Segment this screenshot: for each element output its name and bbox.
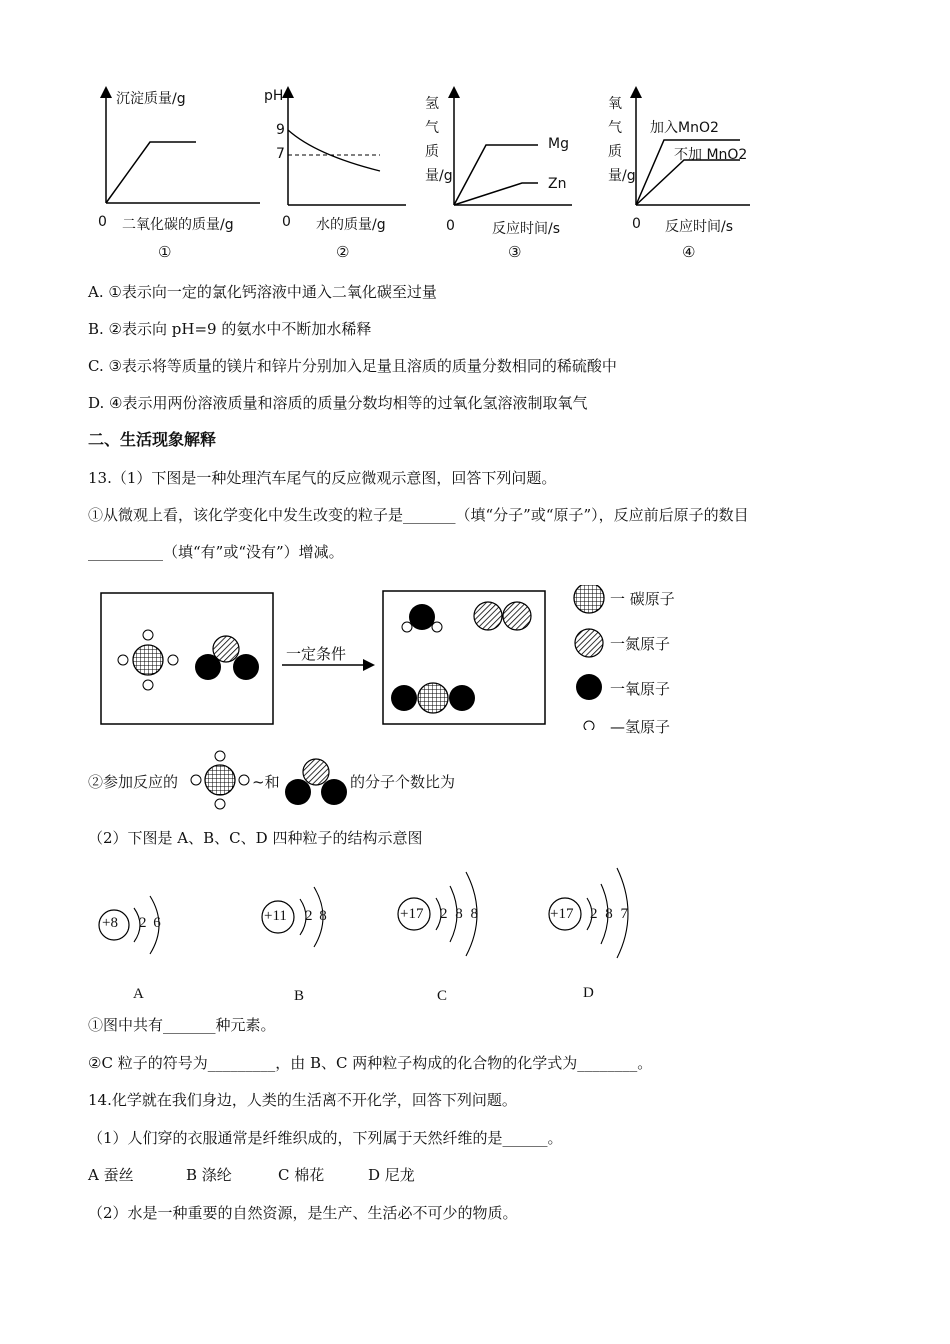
arrow-condition-label: 一定条件 bbox=[286, 645, 347, 663]
section-title: 二、生活现象解释 bbox=[88, 430, 217, 449]
q13-sub1-line1: ①从微观上看，该化学变化中发生改变的粒子是_______（填“分子”或“原子”），反应前后原子的数目 bbox=[88, 506, 749, 524]
graph-1-ylabel: 沉淀质量/g bbox=[116, 91, 186, 107]
graph-1-origin: 0 bbox=[98, 214, 107, 230]
q14-choice-c: C 棉花 bbox=[278, 1166, 325, 1184]
particle-d-nucleus: +17 bbox=[550, 906, 574, 922]
legend-carbon: 一 碳原子 bbox=[610, 590, 675, 608]
graph-2-tick-high: 9 bbox=[276, 122, 285, 138]
particle-b-shells: 2 8 bbox=[305, 908, 327, 924]
q14-intro: 14.化学就在我们身边，人类的生活离不开化学，回答下列问题。 bbox=[88, 1091, 517, 1109]
q14-choice-b: B 涤纶 bbox=[186, 1166, 232, 1184]
particle-a-shells: 2 6 bbox=[139, 915, 161, 931]
graph-4-series-with: 加入MnO2 bbox=[650, 120, 719, 136]
legend-nitrogen: 一氮原子 bbox=[610, 635, 671, 653]
q13-part2: （2）下图是 A、B、C、D 四种粒子的结构示意图 bbox=[88, 829, 423, 847]
graph-2-number: ② bbox=[336, 243, 350, 261]
particle-a-nucleus: +8 bbox=[102, 915, 118, 931]
graph-2-origin: 0 bbox=[282, 214, 291, 230]
particle-c-shells: 2 8 8 bbox=[440, 906, 478, 922]
graph-3-origin: 0 bbox=[446, 218, 455, 234]
graph-2-ylabel: pH bbox=[264, 88, 284, 104]
option-a: A. ①表示向一定的氯化钙溶液中通入二氧化碳至过量 bbox=[88, 283, 437, 301]
q13-question-b: ②C 粒子的符号为_________，由 B、C 两种粒子构成的化合物的化学式为________。 bbox=[88, 1054, 653, 1072]
particle-d-label: D bbox=[583, 985, 594, 1001]
graph-1-number: ① bbox=[158, 243, 172, 261]
q14-choice-a: A 蚕丝 bbox=[88, 1166, 134, 1184]
no2-molecule-inline bbox=[282, 752, 352, 812]
legend-hydrogen: —氢原子 bbox=[610, 718, 671, 736]
particle-b-nucleus: +11 bbox=[264, 908, 287, 924]
q14-part1: （1）人们穿的衣服通常是纤维织成的，下列属于天然纤维的是______。 bbox=[88, 1129, 563, 1147]
graph-4-xlabel: 反应时间/s bbox=[665, 219, 734, 235]
graph-2-xlabel: 水的质量/g bbox=[316, 217, 386, 233]
particle-c-nucleus: +17 bbox=[400, 906, 424, 922]
graph-2-tick-mid: 7 bbox=[276, 146, 285, 162]
graph-3-series-zn: Zn bbox=[548, 176, 567, 192]
graph-3-number: ③ bbox=[508, 243, 522, 261]
methane-molecule-inline bbox=[188, 750, 252, 810]
option-c: C. ③表示将等质量的镁片和锌片分别加入足量且溶质的质量分数相同的稀硫酸中 bbox=[88, 357, 617, 375]
particle-d-shells: 2 8 7 bbox=[590, 906, 628, 922]
q13-question-a: ①图中共有_______种元素。 bbox=[88, 1016, 276, 1034]
q13-sub2-text-c: 的分子个数比为 bbox=[350, 773, 456, 791]
particle-b-label: B bbox=[294, 988, 305, 1004]
q13-sub2-text-b: ~和 bbox=[252, 773, 280, 791]
graph-3-ylabel: 氢气质量/g bbox=[425, 96, 453, 184]
graph-2-axes bbox=[276, 85, 416, 215]
graph-3-series-mg: Mg bbox=[548, 136, 569, 152]
graph-1-xlabel: 二氧化碳的质量/g bbox=[122, 217, 234, 233]
reaction-diagram bbox=[96, 585, 696, 730]
graph-4-series-without: 不加 MnO2 bbox=[674, 147, 748, 163]
option-d: D. ④表示用两份溶液质量和溶质的质量分数均相等的过氧化氢溶液制取氧气 bbox=[88, 394, 588, 412]
q13-sub1-line2: __________（填“有”或“没有”）增减。 bbox=[88, 543, 344, 561]
particle-c-label: C bbox=[437, 988, 448, 1004]
graph-4-ylabel: 氧气质量/g bbox=[608, 96, 636, 184]
option-b: B. ②表示向 pH=9 的氨水中不断加水稀释 bbox=[88, 320, 372, 338]
particle-a-label: A bbox=[133, 986, 144, 1002]
q14-part2: （2）水是一种重要的自然资源，是生产、生活必不可少的物质。 bbox=[88, 1204, 518, 1222]
graph-4-origin: 0 bbox=[632, 216, 641, 232]
legend-oxygen: 一氧原子 bbox=[610, 680, 671, 698]
q13-intro: 13.（1）下图是一种处理汽车尾气的反应微观示意图，回答下列问题。 bbox=[88, 469, 557, 487]
graph-4-number: ④ bbox=[682, 243, 696, 261]
q13-sub2-text-a: ②参加反应的 bbox=[88, 773, 179, 791]
q14-choice-d: D 尼龙 bbox=[368, 1166, 415, 1184]
graph-3-xlabel: 反应时间/s bbox=[492, 221, 561, 237]
